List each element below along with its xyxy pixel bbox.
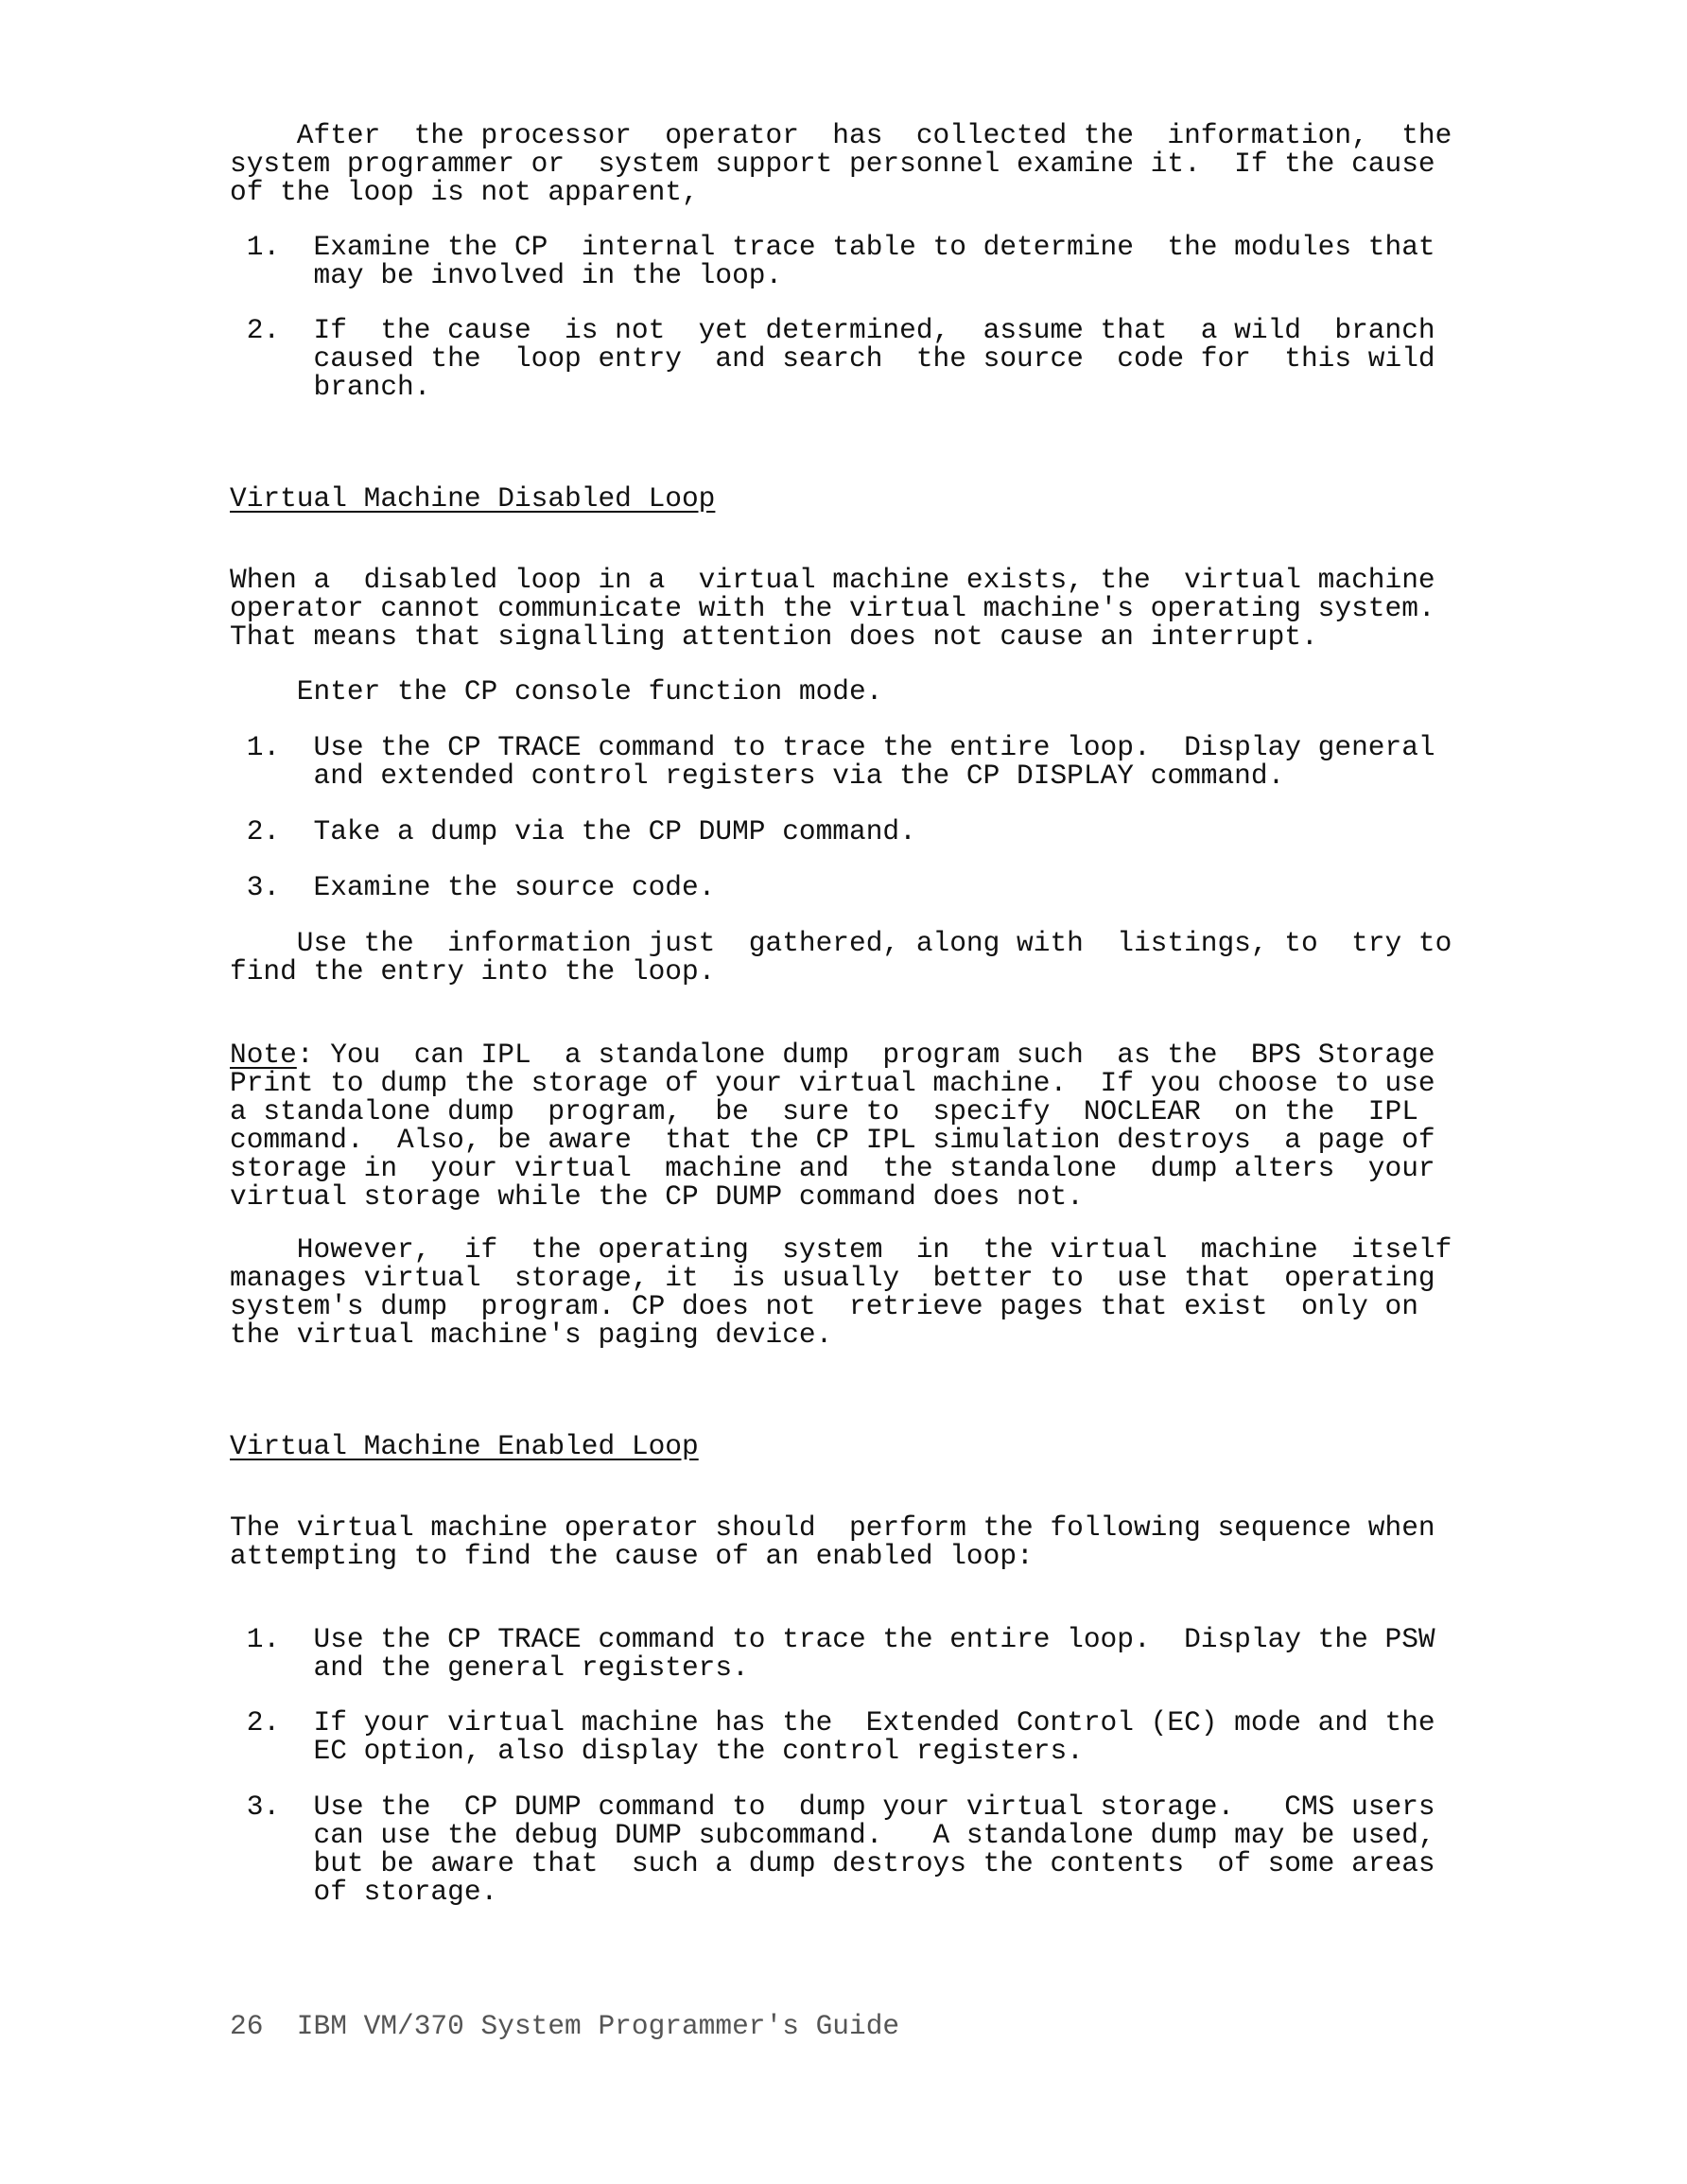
note-label: Note (230, 1039, 297, 1071)
enabled-list-item-2: 2. If your virtual machine has the Extended Control (EC) mode and the EC option, also display the control registers. (246, 1706, 1435, 1767)
intro-list-item-1: 1. Examine the CP internal trace table to determine the modules that may be involved in the loop. (246, 231, 1435, 291)
page-footer: 26 IBM VM/370 System Programmer's Guide (230, 2010, 900, 2042)
note-text: : You can IPL a standalone dump program such as the BPS Storage Print to dump the storage of your virtual machine. If you choose to use a standalone dump program, be sure to specify NOCLEAR on the IPL command. Also, be aware that the CP IPL simulation destroys a page of storage in your virtual machine and the standalone dump alters your virtual storage while the CP DUMP command does not. (230, 1039, 1435, 1213)
disabled-list-item-3: 3. Examine the source code. (230, 871, 716, 903)
enabled-list-item-1: 1. Use the CP TRACE command to trace the entire loop. Display the PSW and the general registers. (246, 1623, 1435, 1684)
use-information-paragraph: Use the information just gathered, along with listings, to try to find the entry into the loop. (230, 927, 1452, 987)
console-mode-instruction: Enter the CP console function mode. (230, 675, 883, 708)
section-heading-enabled-loop: Virtual Machine Enabled Loop (230, 1430, 699, 1462)
disabled-loop-paragraph: When a disabled loop in a virtual machine exists, the virtual machine operator cannot communicate with the virtual machine's operating system. That means that signalling attention does not cause an interrupt. (230, 564, 1435, 653)
enabled-list-item-3: 3. Use the CP DUMP command to dump your virtual storage. CMS users can use the debug DUMP subcommand. A standalone dump may be used, but be aware that such a dump destroys the contents of some areas of storage. (246, 1791, 1435, 1908)
intro-paragraph: After the processor operator has collected the information, the system programmer or system support personnel examine it. If the cause of the loop is not apparent, (230, 119, 1452, 208)
section-heading-disabled-loop: Virtual Machine Disabled Loop (230, 482, 716, 515)
disabled-list-item-1: 1. Use the CP TRACE command to trace the entire loop. Display general and extended control registers via the CP DISPLAY command. (246, 731, 1435, 792)
however-paragraph: However, if the operating system in the virtual machine itself manages virtual storage, it is usually better to use that operating system's dump program. CP does not retrieve pages that exist only on the virtual machine's paging device. (230, 1233, 1452, 1351)
disabled-list-item-2: 2. Take a dump via the CP DUMP command. (230, 815, 916, 847)
enabled-loop-paragraph: The virtual machine operator should perform the following sequence when attempting to find the cause of an enabled loop: (230, 1511, 1435, 1572)
note-paragraph (230, 1039, 1435, 1213)
intro-list-item-2: 2. If the cause is not yet determined, assume that a wild branch caused the loop entry and search the source code for this wild branch. (246, 314, 1435, 403)
